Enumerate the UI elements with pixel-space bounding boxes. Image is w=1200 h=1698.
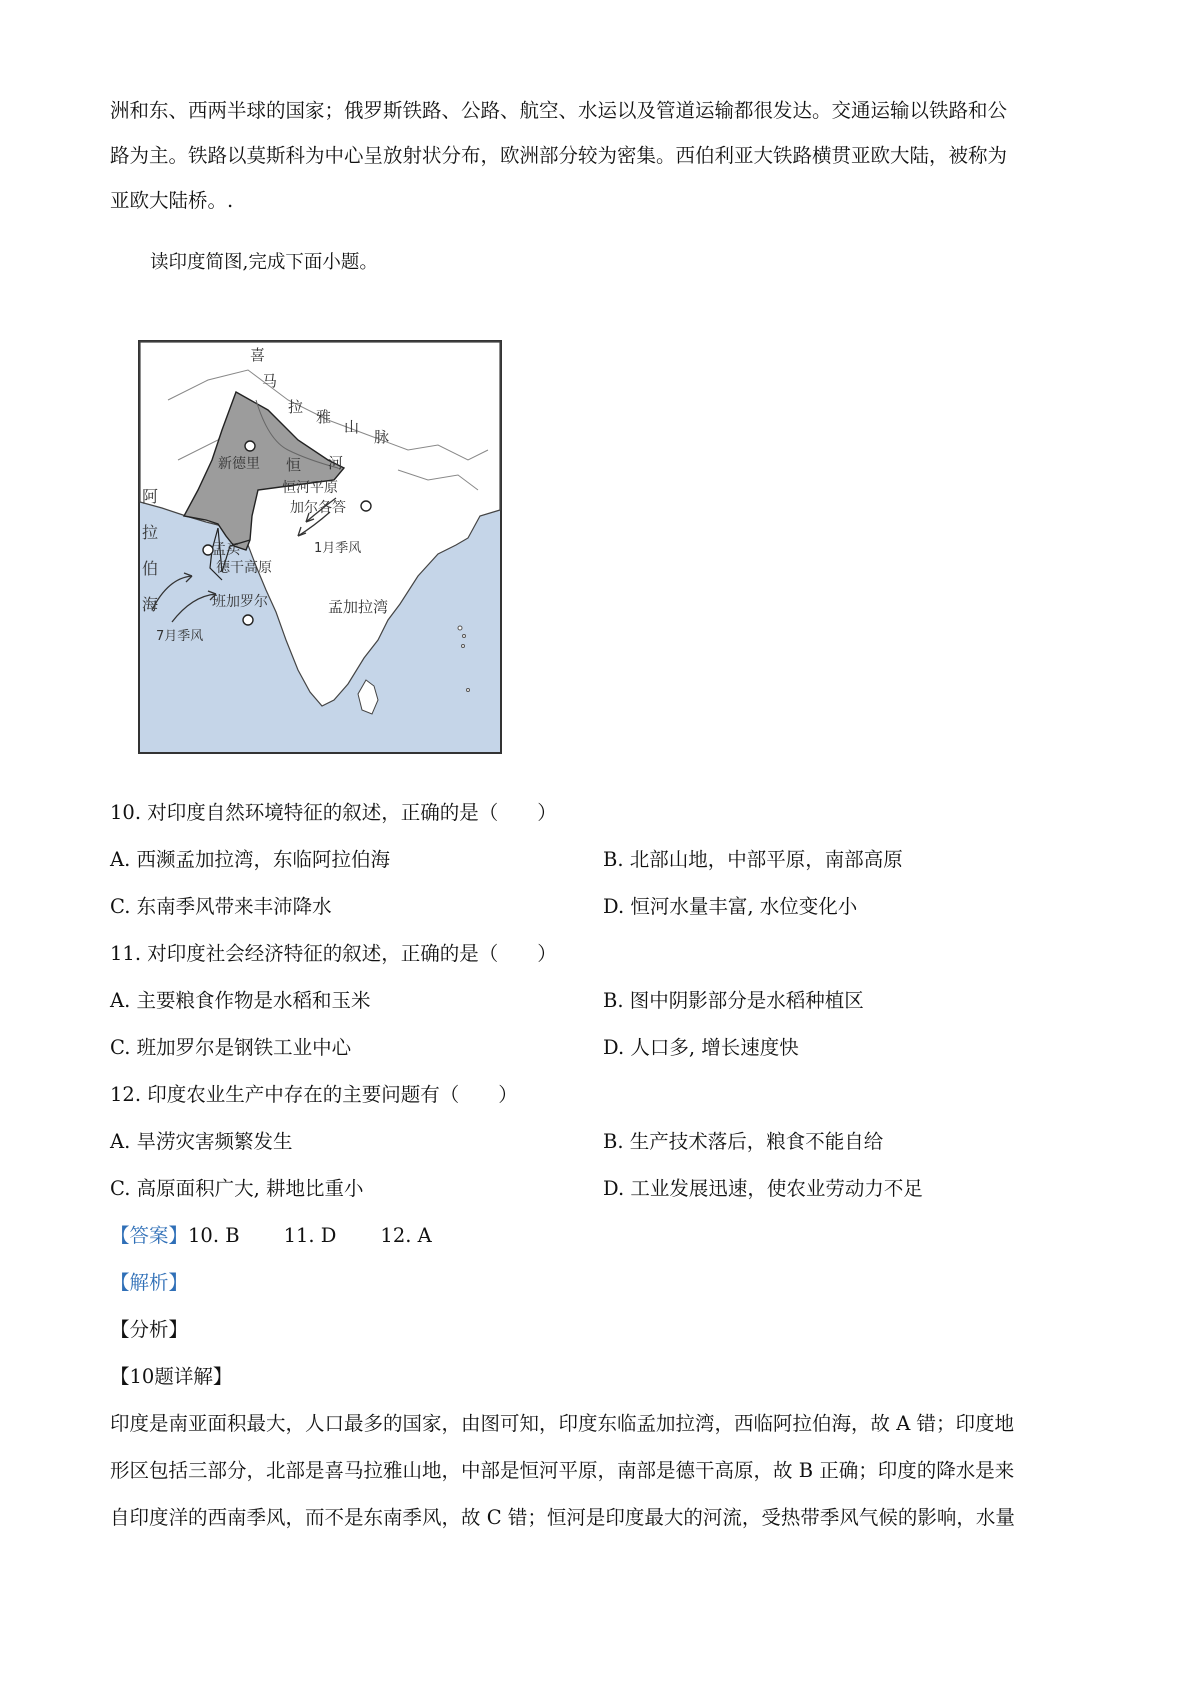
detail-line-1: 印度是南亚面积最大，人口最多的国家，由图可知，印度东临孟加拉湾，西临阿拉伯海，故 A 错；印度地 <box>110 1412 1014 1435</box>
map-intro: 读印度简图,完成下面小题。 <box>150 252 378 273</box>
detail-line-3: 自印度洋的西南季风，而不是东南季风，故 C 错；恒河是印度最大的河流，受热带季风气候的影响，水量 <box>110 1506 1015 1529</box>
paragraph-line-2: 路为主。铁路以莫斯科为中心呈放射状分布，欧洲部分较为密集。西伯利亚大铁路横贯亚欧大陆，被称为 <box>110 144 1008 167</box>
question-11-stem: 11. 对印度社会经济特征的叙述，正确的是（ ） <box>110 942 557 965</box>
new-delhi-marker <box>245 441 255 451</box>
label-new-delhi: 新德里 <box>218 456 260 472</box>
label-arabian-4: 海 <box>142 595 159 614</box>
label-deccan: 德干高原 <box>216 560 272 576</box>
question-12-stem: 12. 印度农业生产中存在的主要问题有（ ） <box>110 1083 518 1106</box>
label-kolkata: 加尔各答 <box>290 500 346 516</box>
answer-row <box>110 1221 432 1251</box>
label-himalaya-1: 喜 <box>250 346 266 364</box>
label-himalaya-3: 拉 <box>288 398 304 416</box>
fenxi-label: 【分析】 <box>110 1318 189 1341</box>
label-arabian-2: 拉 <box>142 523 159 542</box>
label-jan-monsoon: 1月季风 <box>314 541 362 556</box>
bangalore-marker <box>243 615 253 625</box>
label-ganges-plain: 恒河平原 <box>282 480 338 496</box>
question-11-option-b: B. 图中阴影部分是水稻种植区 <box>603 989 864 1012</box>
question-10-stem: 10. 对印度自然环境特征的叙述，正确的是（ ） <box>110 801 557 824</box>
kolkata-marker <box>361 501 371 511</box>
detail-line-2: 形区包括三部分，北部是喜马拉雅山地，中部是恒河平原，南部是德干高原，故 B 正确；印度的降水是来 <box>110 1459 1015 1482</box>
detail-label: 【10题详解】 <box>110 1365 233 1388</box>
answer-10: 10. B <box>188 1224 240 1247</box>
question-11-option-c: C. 班加罗尔是钢铁工业中心 <box>110 1036 352 1059</box>
question-10-option-b: B. 北部山地，中部平原，南部高原 <box>603 848 903 871</box>
label-he: 河 <box>328 454 344 472</box>
label-bangalore: 班加罗尔 <box>212 594 268 610</box>
india-map <box>138 340 502 754</box>
label-himalaya-2: 马 <box>262 372 278 390</box>
label-arabian-3: 伯 <box>142 559 159 578</box>
label-himalaya-5: 山 <box>344 418 360 436</box>
question-12-option-a: A. 旱涝灾害频繁发生 <box>110 1130 293 1153</box>
question-11-option-d: D. 人口多, 增长速度快 <box>603 1036 799 1059</box>
question-10-option-c: C. 东南季风带来丰沛降水 <box>110 895 332 918</box>
analysis-label: 【解析】 <box>110 1271 189 1294</box>
answer-12: 12. A <box>380 1224 432 1247</box>
paragraph-line-3: 亚欧大陆桥。. <box>110 189 234 212</box>
question-12-option-c: C. 高原面积广大, 耕地比重小 <box>110 1177 364 1200</box>
question-11-option-a: A. 主要粮食作物是水稻和玉米 <box>110 989 371 1012</box>
label-jul-monsoon: 7月季风 <box>156 629 204 644</box>
answer-label: 【答案】 <box>110 1224 189 1247</box>
question-10-option-d: D. 恒河水量丰富, 水位变化小 <box>603 895 858 918</box>
label-mumbai: 孟买 <box>212 542 240 558</box>
label-himalaya-4: 雅 <box>316 408 332 426</box>
label-heng: 恒 <box>286 456 302 474</box>
question-12-option-d: D. 工业发展迅速，使农业劳动力不足 <box>603 1177 923 1200</box>
question-10-option-a: A. 西濒孟加拉湾，东临阿拉伯海 <box>110 848 390 871</box>
label-himalaya-6: 脉 <box>374 428 390 446</box>
paragraph-line-1: 洲和东、西两半球的国家；俄罗斯铁路、公路、航空、水运以及管道运输都很发达。交通运输以铁路和公 <box>110 99 1008 122</box>
label-arabian-1: 阿 <box>142 487 159 506</box>
label-bay-of-bengal: 孟加拉湾 <box>328 598 389 616</box>
answer-11: 11. D <box>283 1224 337 1247</box>
question-12-option-b: B. 生产技术落后，粮食不能自给 <box>603 1130 884 1153</box>
